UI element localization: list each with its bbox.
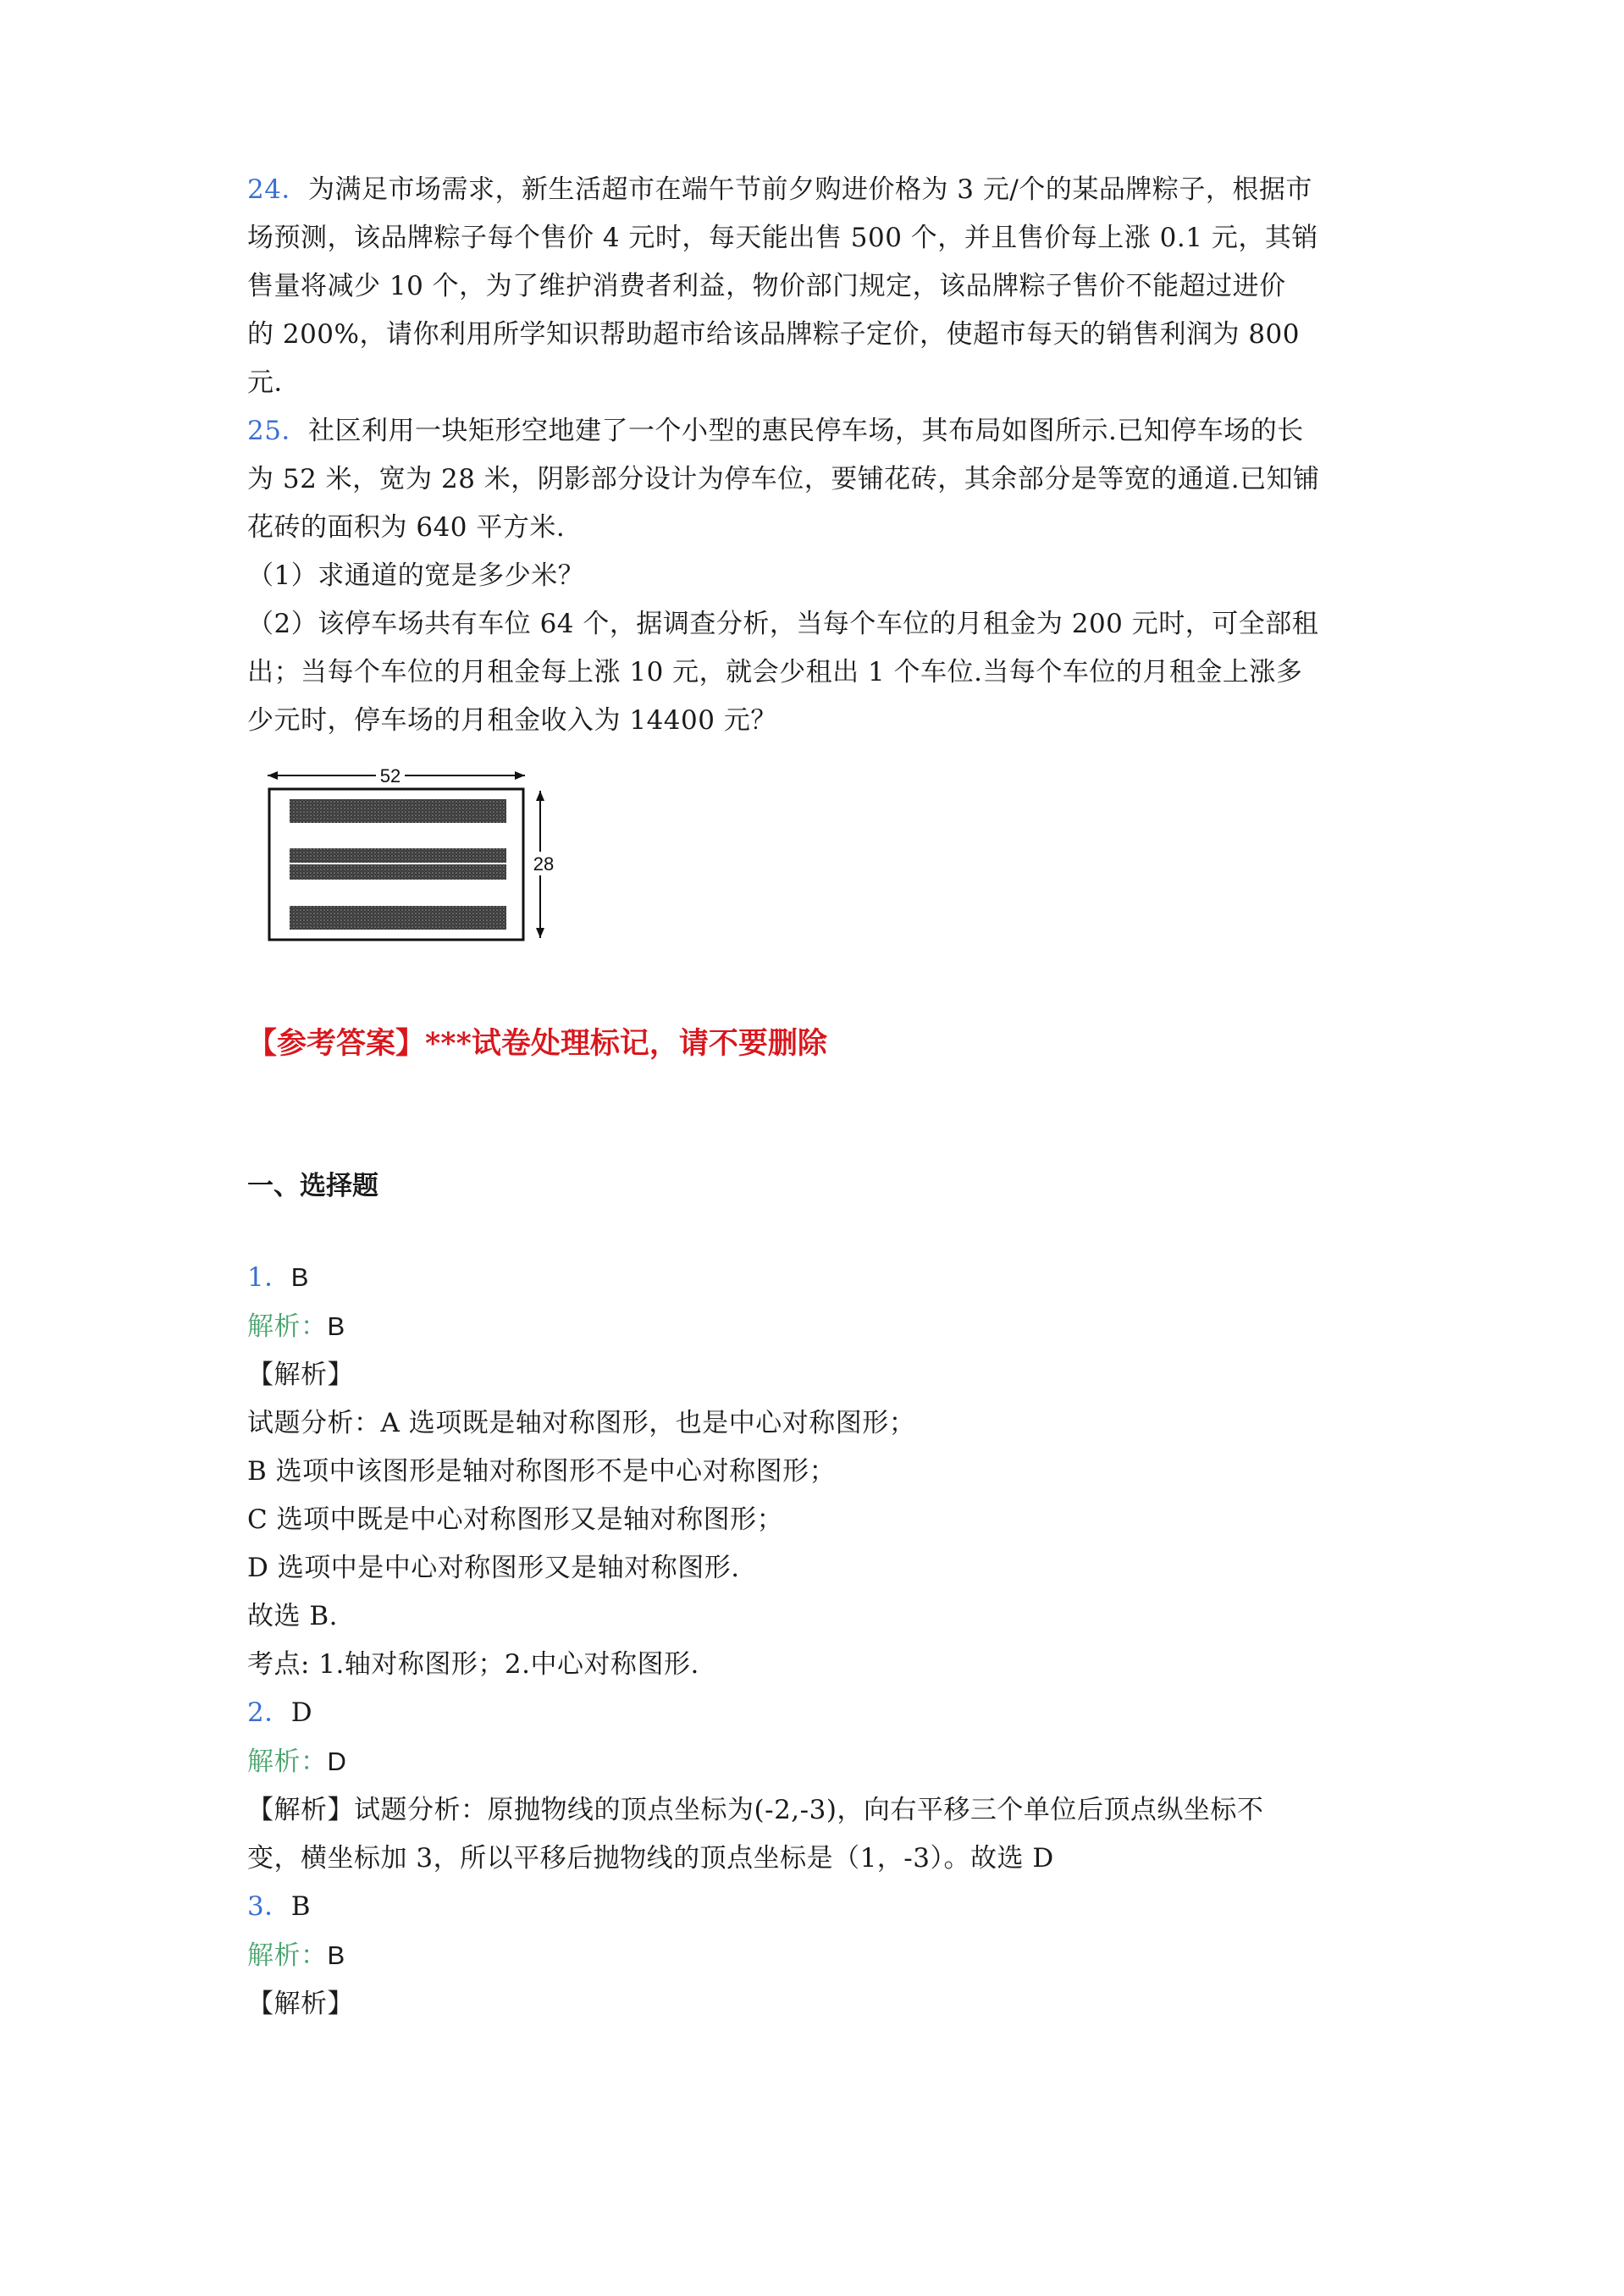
answer-1-value: B <box>290 1262 309 1292</box>
answer-2-number: 2． <box>247 1697 291 1728</box>
answer-2-jiexi-value: D <box>327 1747 347 1776</box>
answer-3-bracket: 【解析】 <box>247 1989 354 2019</box>
page-content <box>247 166 1382 2028</box>
width-arrow-top <box>536 791 544 801</box>
answer-3-jiexi-value: B <box>327 1940 345 1970</box>
answer-1 <box>247 1253 1382 1689</box>
question-25-line-2: 为 52 米，宽为 28 米，阴影部分设计为停车位，要铺花砖，其余部分是等宽的通道.已知铺 <box>247 464 1320 494</box>
question-25-sub-1: （1）求通道的宽是多少米？ <box>247 560 585 591</box>
parking-row-bottom <box>290 906 506 930</box>
question-25 <box>247 407 1382 745</box>
question-24-line-2: 场预测，该品牌粽子每个售价 4 元时，每天能出售 500 个，并且售价每上涨 0.1 元，其销 <box>247 223 1318 253</box>
parking-lot-figure <box>256 764 561 948</box>
answer-1-line-5: 故选 B. <box>247 1601 338 1631</box>
answer-1-line-3: C 选项中既是中心对称图形又是轴对称图形； <box>247 1504 784 1535</box>
answer-3-number: 3． <box>247 1891 291 1922</box>
answer-3-jiexi-label: 解析： <box>247 1940 328 1971</box>
question-24-line-3: 售量将减少 10 个，为了维护消费者利益，物价部门规定，该品牌粽子售价不能超过进价 <box>247 271 1286 301</box>
reference-answer-title: 【参考答案】***试卷处理标记，请不要删除 <box>247 1026 827 1061</box>
question-25-sub-2-line-3: 少元时，停车场的月租金收入为 14400 元？ <box>247 705 777 736</box>
answer-2-value: D <box>290 1697 313 1728</box>
width-label: 28 <box>533 853 555 875</box>
answer-1-bracket: 【解析】 <box>247 1360 354 1390</box>
parking-row-middle-lower <box>290 864 506 880</box>
width-arrow-bottom <box>536 928 544 938</box>
question-25-sub-2-line-2: 出；当每个车位的月租金每上涨 10 元，就会少租出 1 个车位.当每个车位的月租金上涨多 <box>247 657 1303 687</box>
answer-1-jiexi <box>247 1302 1382 1351</box>
length-arrow-left <box>268 771 278 780</box>
answer-1-line-1: 试题分析：A 选项既是轴对称图形，也是中心对称图形； <box>247 1408 916 1438</box>
answer-2-jiexi-label: 解析： <box>247 1747 328 1777</box>
length-label: 52 <box>379 765 401 786</box>
answer-3-header <box>247 1883 1382 1931</box>
length-arrow-right <box>515 771 525 780</box>
parking-row-top <box>290 799 506 823</box>
answer-1-line-2: B 选项中该图形是轴对称图形不是中心对称图形； <box>247 1456 837 1487</box>
answer-1-jiexi-value: B <box>327 1311 345 1341</box>
question-25-number: 25． <box>247 416 308 446</box>
parking-row-middle-upper <box>290 848 506 864</box>
answer-2-header <box>247 1689 1382 1737</box>
answer-3 <box>247 1883 1382 2028</box>
question-24-number: 24． <box>247 174 308 205</box>
answer-2-line-1: 【解析】试题分析：原抛物线的顶点坐标为(-2,-3)，向右平移三个单位后顶点纵坐标不 <box>247 1795 1264 1825</box>
parking-lot-diagram <box>256 764 561 948</box>
answer-2-jiexi <box>247 1737 1382 1786</box>
question-24 <box>247 166 1382 407</box>
question-25-sub-2-line-1: （2）该停车场共有车位 64 个，据调查分析，当每个车位的月租金为 200 元时，可全部租 <box>247 609 1319 639</box>
answer-3-value: B <box>290 1891 312 1922</box>
section-title: 一、选择题 <box>247 1171 378 1201</box>
answer-1-line-4: D 选项中是中心对称图形又是轴对称图形. <box>247 1553 740 1583</box>
answer-2-line-2: 变，横坐标加 3，所以平移后抛物线的顶点坐标是（1，-3）。故选 D <box>247 1843 1054 1874</box>
answer-1-header <box>247 1253 1382 1302</box>
answer-2 <box>247 1689 1382 1883</box>
question-25-line-1: 25．社区利用一块矩形空地建了一个小型的惠民停车场，其布局如图所示.已知停车场的长 <box>247 416 1304 446</box>
answer-1-number: 1． <box>247 1262 291 1293</box>
answer-1-jiexi-label: 解析： <box>247 1311 328 1342</box>
question-25-line-3: 花砖的面积为 640 平方米. <box>247 512 566 543</box>
question-24-line-1: 24．为满足市场需求，新生活超市在端午节前夕购进价格为 3 元/个的某品牌粽子，根据市 <box>247 174 1312 205</box>
answer-3-jiexi <box>247 1931 1382 1980</box>
question-24-line-4: 的 200%，请你利用所学知识帮助超市给该品牌粽子定价，使超市每天的销售利润为 800 <box>247 319 1300 350</box>
answer-1-line-6: 考点: 1.轴对称图形；2.中心对称图形. <box>247 1649 699 1680</box>
question-24-line-5: 元． <box>247 367 301 398</box>
